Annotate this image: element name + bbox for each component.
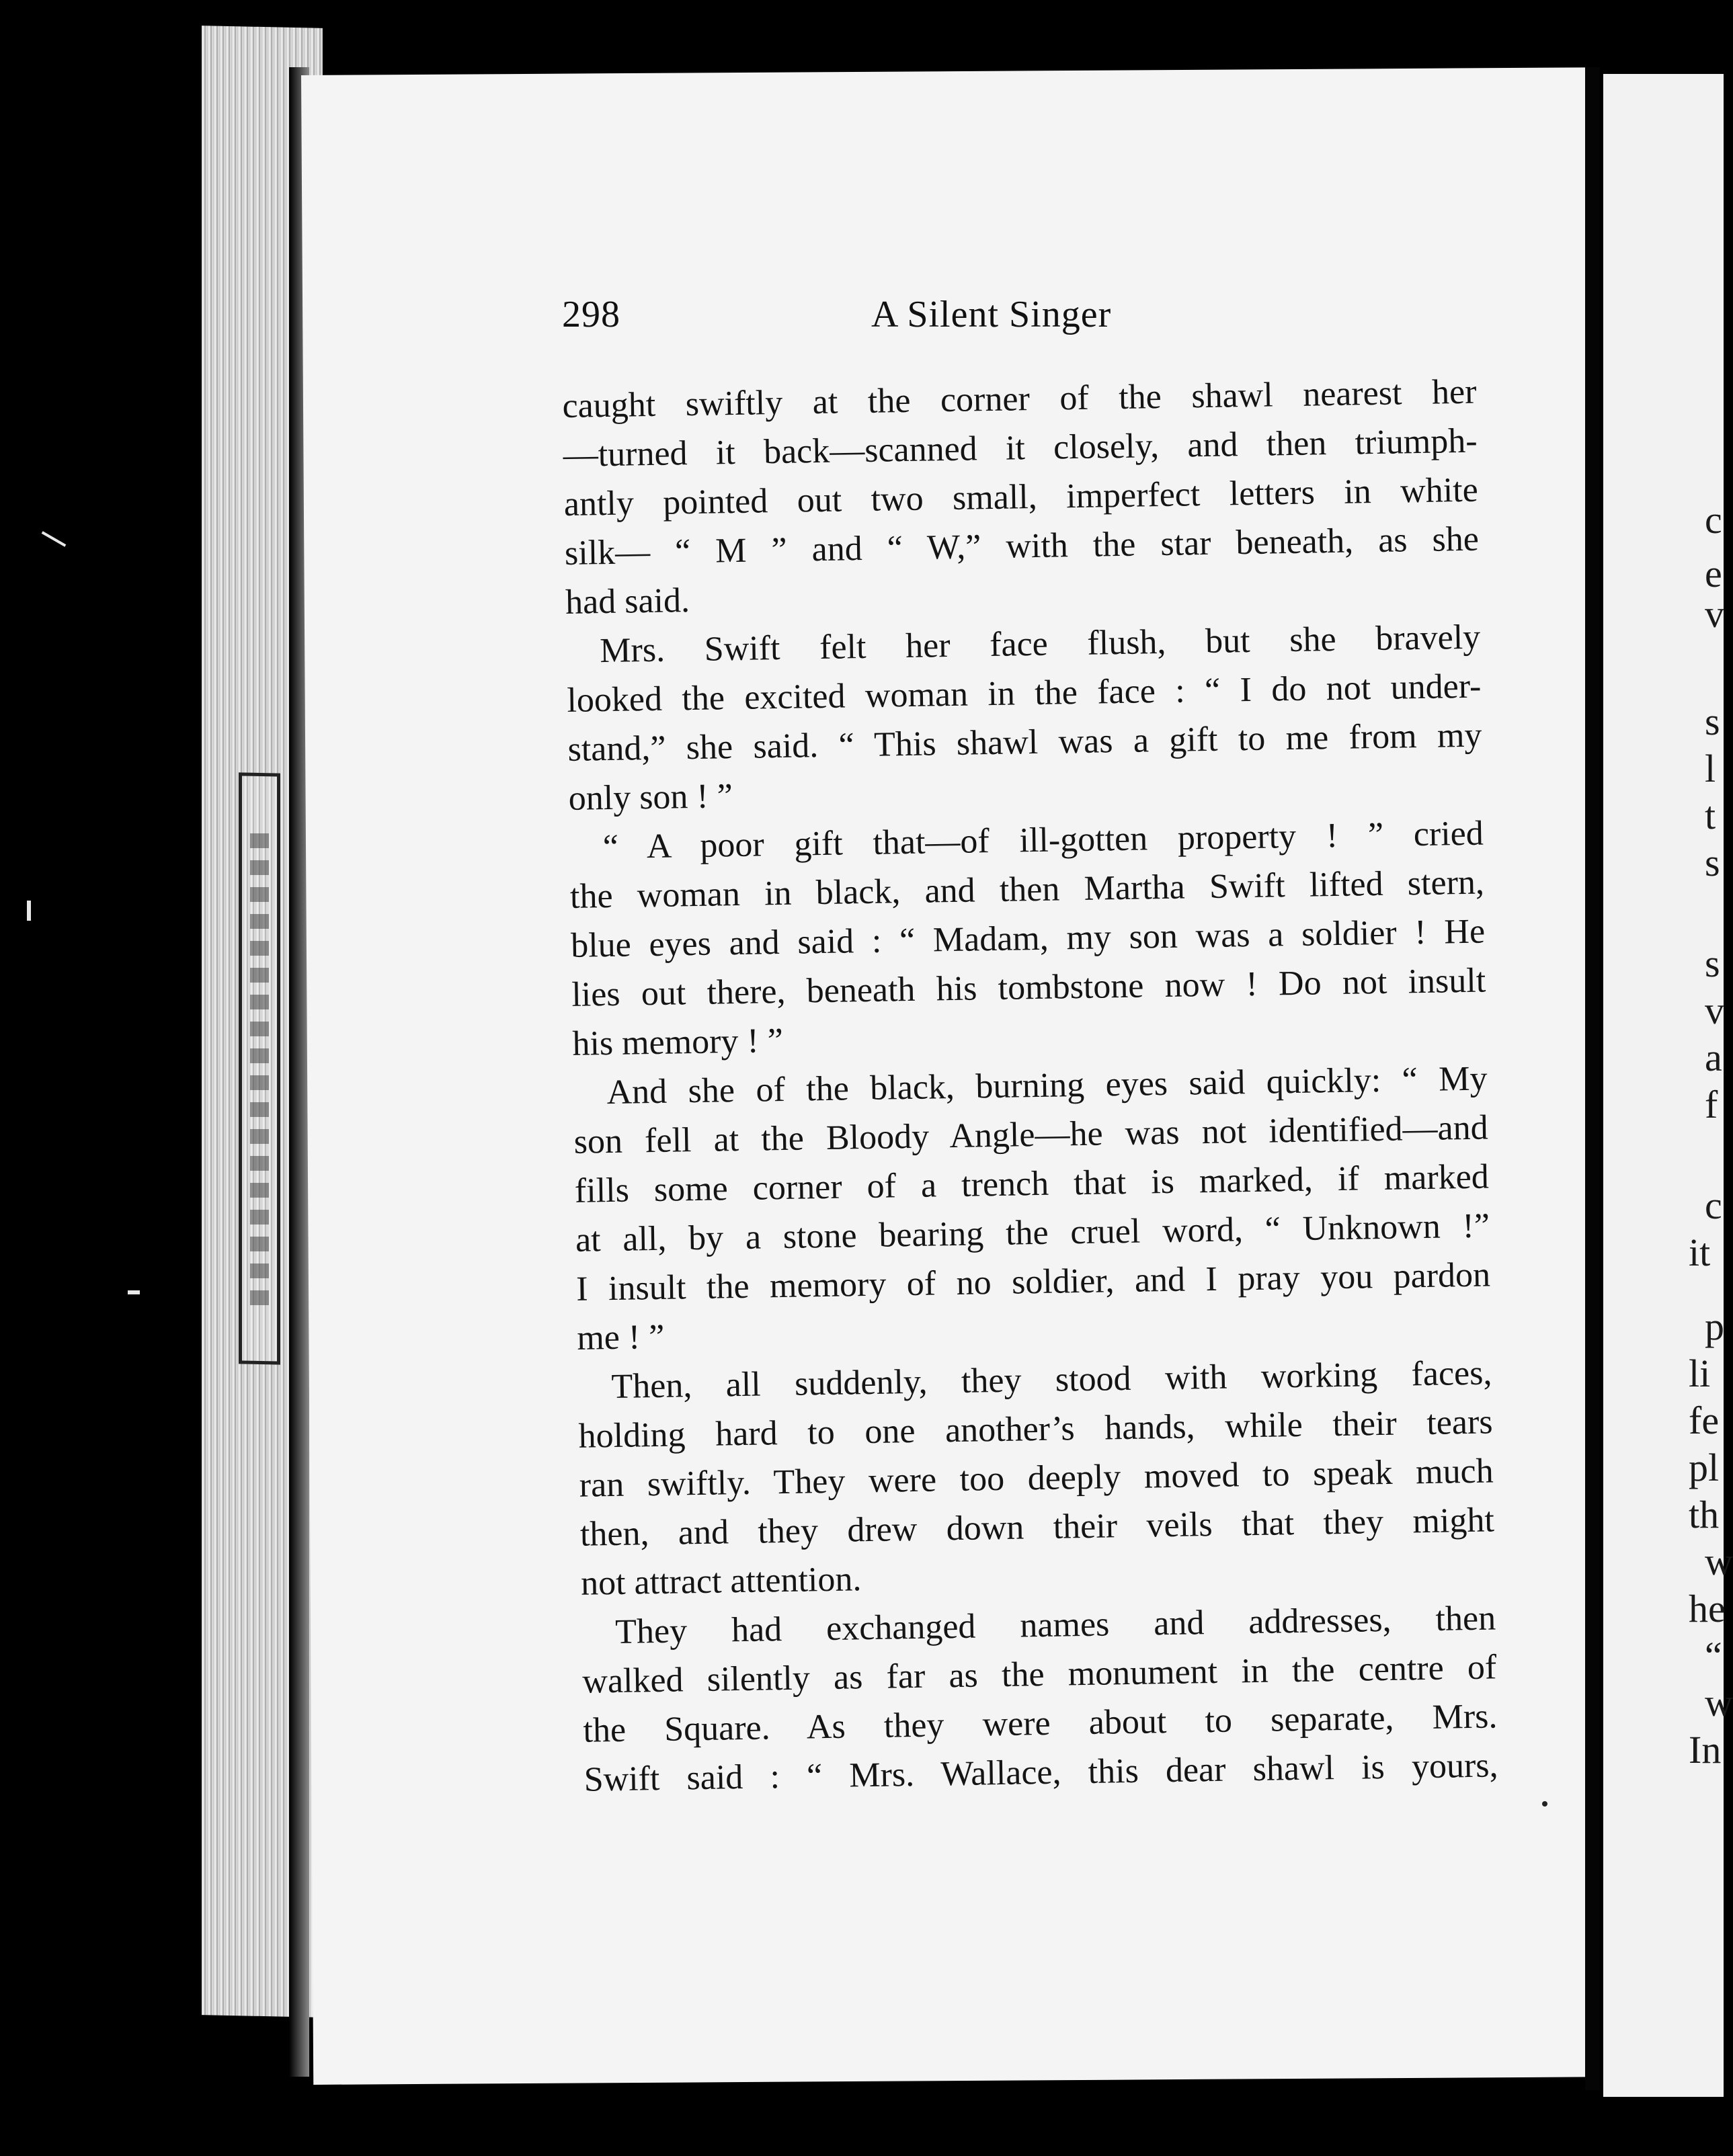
next-page-fragment: p	[1705, 1304, 1724, 1348]
text-line: antly pointed out two small, imperfect letters in white	[563, 470, 1479, 524]
next-page-fragment: c	[1705, 1184, 1722, 1227]
running-head	[562, 293, 1503, 347]
text-line: silk— “ M ” and “ W,” with the star beneath, as she	[564, 520, 1480, 573]
text-line: caught swiftly at the corner of the shawl nearest her	[562, 372, 1477, 425]
next-page-fragment: s	[1705, 841, 1720, 884]
text-line: the woman in black, and then Martha Swift lifted stern,	[569, 863, 1485, 916]
text-line: had said.	[565, 581, 690, 622]
text-line: Mrs. Swift felt her face flush, but she bravely	[599, 618, 1481, 671]
next-page-fragment: In	[1689, 1728, 1722, 1772]
scan-speck	[27, 901, 31, 921]
running-title: A Silent Singer	[871, 294, 1112, 335]
next-page-fragment: e	[1705, 552, 1722, 595]
next-page-fragment: v	[1705, 989, 1724, 1032]
body-text	[562, 368, 1498, 1805]
text-line: blue eyes and said : “ Madam, my son was a soldier ! He	[570, 912, 1486, 965]
text-line: looked the excited woman in the face : “ I do not under-	[567, 667, 1482, 720]
text-line: They had exchanged names and addresses, then	[614, 1599, 1496, 1651]
next-page-fragment: t	[1705, 794, 1716, 837]
text-line: then, and they drew down their veils that they might	[579, 1501, 1495, 1554]
page-number: 298	[562, 294, 620, 335]
text-line: I insult the memory of no soldier, and I pray you pardon	[575, 1255, 1491, 1309]
next-page-fragment: he	[1689, 1587, 1726, 1630]
scan-speck	[128, 1290, 140, 1294]
text-line: son fell at the Bloody Angle—he was not identified—and	[573, 1108, 1489, 1161]
text-line: And she of the black, burning eyes said quickly: “ My	[606, 1059, 1488, 1112]
text-line: me ! ”	[576, 1317, 665, 1358]
page-fold	[1585, 67, 1600, 2090]
text-line: only son ! ”	[568, 777, 733, 818]
next-page-fragment: f	[1705, 1083, 1718, 1126]
text-line: Swift said : “ Mrs. Wallace, this dear shawl is yours,	[583, 1746, 1498, 1799]
text-line: ran swiftly. They were too deeply moved to speak much	[579, 1452, 1494, 1505]
text-line: —turned it back—scanned it closely, and then triumph-	[563, 421, 1478, 474]
next-page-fragment: li	[1689, 1352, 1711, 1395]
text-line: the Square. As they were about to separate, Mrs.	[583, 1697, 1498, 1750]
text-line: “ A poor gift that—of ill-gotten property ! ” cried	[602, 814, 1484, 867]
next-page-fragment: th	[1689, 1493, 1720, 1536]
next-page-fragment: a	[1705, 1036, 1722, 1079]
text-line: stand,” she said. “ This shawl was a gift to me from my	[567, 716, 1482, 769]
next-page-fragment: l	[1705, 747, 1716, 790]
next-page-fragment: w	[1705, 1540, 1733, 1583]
text-line: walked silently as far as the monument in the centre of	[581, 1648, 1497, 1701]
text-line: his memory ! ”	[572, 1021, 784, 1063]
scan-speck	[42, 531, 67, 546]
text-line: fills some corner of a trench that is marked, if marked	[574, 1157, 1490, 1210]
text-line: not attract attention.	[580, 1560, 862, 1603]
text-line: at all, by a stone bearing the cruel word, “ Unknown !”	[575, 1206, 1490, 1259]
text-line: holding hard to one another’s hands, while their tears	[578, 1403, 1493, 1456]
scan-dot	[1542, 1801, 1547, 1807]
next-page-fragment: “	[1705, 1634, 1722, 1677]
next-page-fragment: w	[1705, 1681, 1733, 1725]
next-page-fragment: c	[1705, 498, 1722, 542]
text-line: Then, all suddenly, they stood with working faces,	[611, 1354, 1492, 1407]
next-page-fragment: v	[1705, 592, 1724, 636]
text-line: lies out there, beneath his tombstone now ! Do not insult	[571, 961, 1486, 1014]
next-page-fragment: s	[1705, 942, 1720, 985]
next-page-fragment: s	[1705, 700, 1720, 743]
next-page-fragment: pl	[1689, 1446, 1720, 1489]
next-page-fragment: fe	[1689, 1399, 1720, 1442]
next-page-fragment: it	[1689, 1231, 1711, 1274]
spine-label-marks	[250, 833, 269, 1317]
